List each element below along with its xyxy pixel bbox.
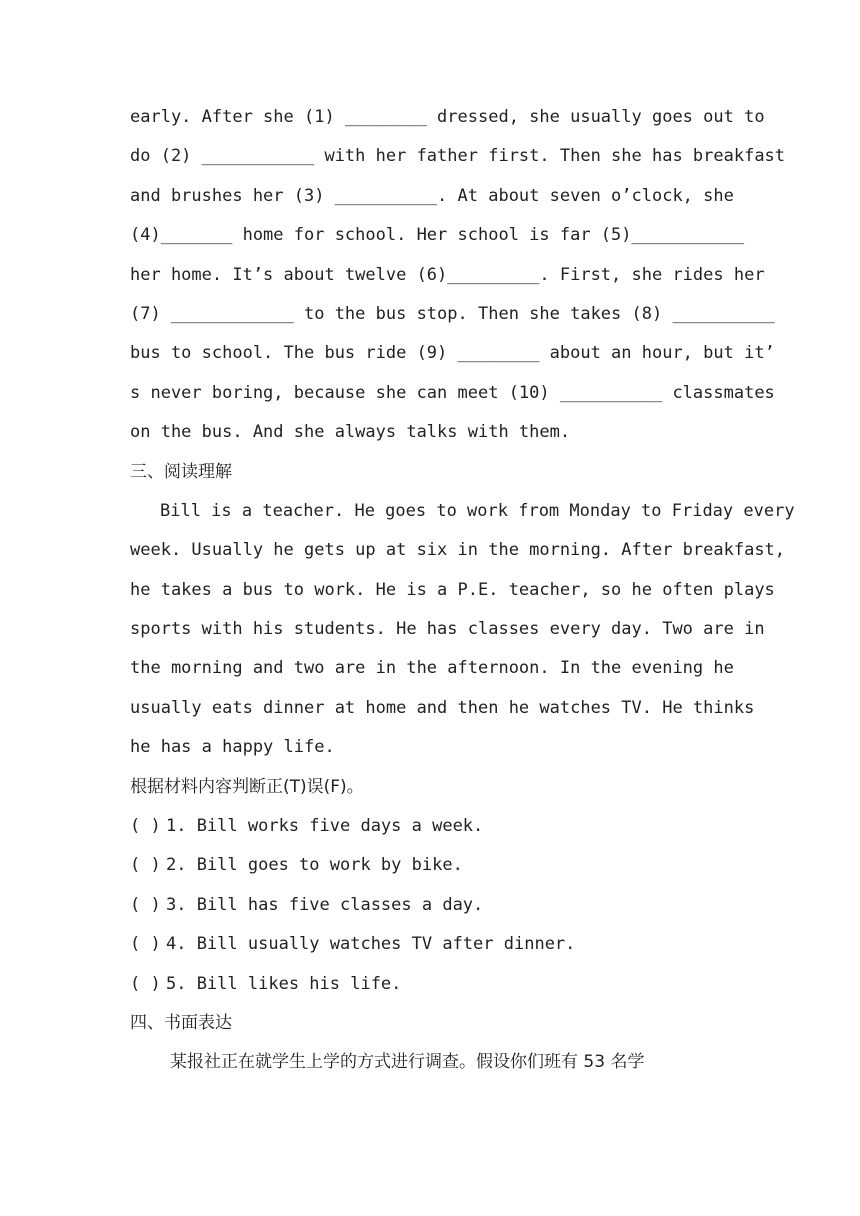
section3-heading: 三、阅读理解 (130, 461, 232, 482)
reading-passage (130, 492, 795, 768)
reading-line: the morning and two are in the afternoon. In the evening he (130, 658, 734, 679)
reading-line: he has a happy life. (130, 737, 335, 758)
question-text: 3. Bill has five classes a day. (166, 894, 484, 915)
reading-line: week. Usually he gets up at six in the morning. After breakfast, (130, 540, 786, 561)
tf-instruction: 根据材料内容判断正(T)误(F)。 (130, 776, 364, 797)
tf-question (130, 807, 730, 846)
cloze-passage (130, 98, 786, 453)
cloze-line: s never boring, because she can meet (10) __________ classmates (130, 382, 775, 403)
writing-intro: 某报社正在就学生上学的方式进行调查。假设你们班有 53 名学 (170, 1052, 645, 1073)
section4-heading: 四、书面表达 (130, 1012, 232, 1033)
cloze-line: on the bus. And she always talks with them. (130, 422, 571, 443)
question-text: 5. Bill likes his life. (166, 973, 402, 994)
tf-question (130, 886, 730, 925)
reading-line: he takes a bus to work. He is a P.E. teacher, so he often plays (130, 579, 775, 600)
cloze-line: do (2) ___________ with her father first. Then she has breakfast (130, 146, 786, 167)
answer-blank[interactable]: ( ) (130, 894, 161, 915)
reading-line: sports with his students. He has classes every day. Two are in (130, 619, 765, 640)
cloze-line: (7) ____________ to the bus stop. Then she takes (8) __________ (130, 303, 775, 324)
reading-line: usually eats dinner at home and then he watches TV. He thinks (130, 697, 755, 718)
answer-blank[interactable]: ( ) (130, 934, 161, 955)
tf-question (130, 965, 730, 1004)
cloze-line: (4)_______ home for school. Her school is far (5)___________ (130, 225, 745, 246)
cloze-line: her home. It’s about twelve (6)_________. First, she rides her (130, 264, 765, 285)
question-text: 4. Bill usually watches TV after dinner. (166, 934, 576, 955)
tf-question (130, 925, 730, 964)
answer-blank[interactable]: ( ) (130, 973, 161, 994)
cloze-line: bus to school. The bus ride (9) ________ about an hour, but it’ (130, 343, 775, 364)
cloze-line: and brushes her (3) __________. At about seven o’clock, she (130, 185, 734, 206)
question-text: 2. Bill goes to work by bike. (166, 855, 463, 876)
answer-blank[interactable]: ( ) (130, 855, 161, 876)
question-text: 1. Bill works five days a week. (166, 816, 484, 837)
document-page (130, 98, 795, 1083)
cloze-line: early. After she (1) ________ dressed, she usually goes out to (130, 107, 765, 127)
tf-question (130, 846, 730, 885)
tf-question-list (130, 807, 730, 1004)
reading-line: Bill is a teacher. He goes to work from Monday to Friday every (160, 500, 795, 521)
answer-blank[interactable]: ( ) (130, 816, 161, 837)
